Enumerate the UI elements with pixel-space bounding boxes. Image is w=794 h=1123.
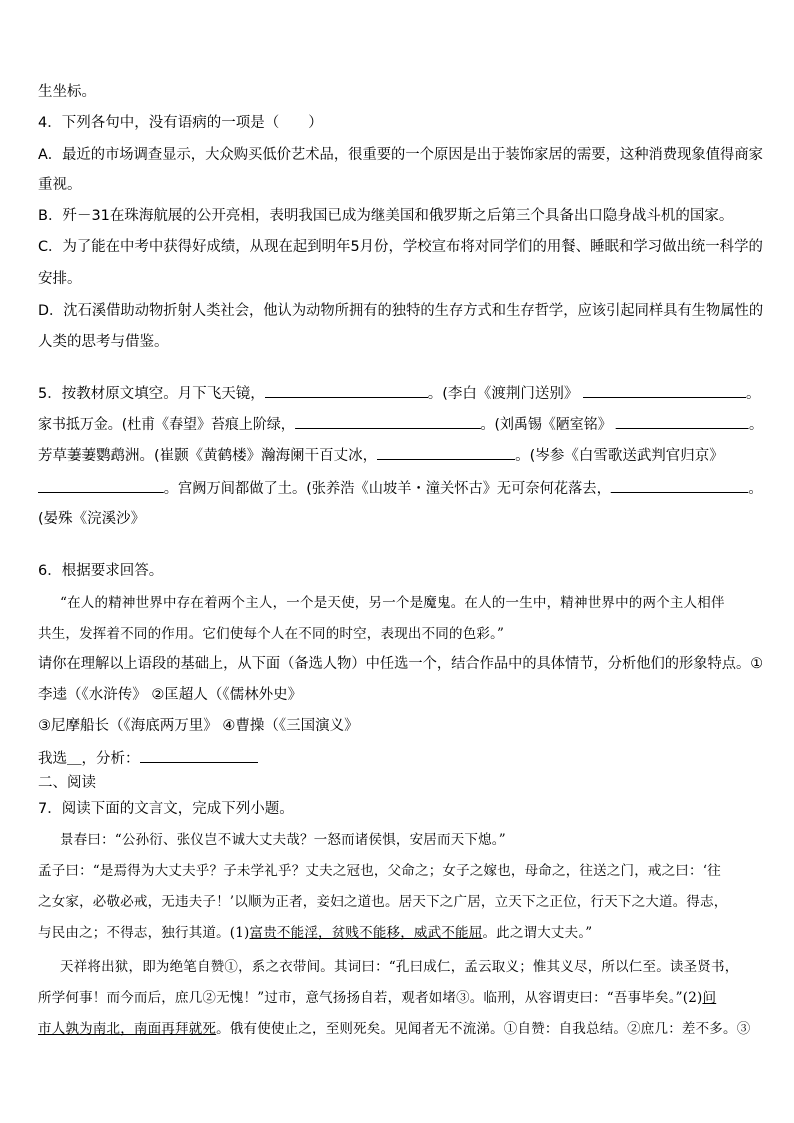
q5-line-3 — [38, 445, 763, 466]
q5-text: 。 — [748, 417, 763, 433]
answer-blank[interactable] — [140, 748, 258, 763]
q7-passage-3: 天祥将出狱，即为绝笔自赞①，系之衣带间。其词曰：“孔曰成仁，孟云取义；惟其义尽，所以仁至。读圣贤书， — [60, 959, 739, 975]
q5-line-2 — [38, 414, 763, 435]
q6-ask: 请你在理解以上语段的基础上，从下面（备选人物）中任选一个，结合作品中的具体情节，分析他们的形象特点。① — [38, 656, 764, 672]
q5-text: 。宫阙万间都做了土。(张养浩《山坡羊・潼关怀古》无可奈何花落去， — [163, 481, 611, 497]
fill-blank[interactable] — [377, 445, 515, 460]
fill-blank[interactable] — [265, 383, 428, 398]
q7-passage-2-end — [38, 923, 763, 943]
underlined-sentence-1: 富贵不能淫，贫贱不能移，威武不能屈 — [249, 925, 483, 941]
q4-option-d: D．沈石溪借助动物折射人类社会，他认为动物所拥有的独特的生存方式和生存哲学，应该引起同样具有生物属性的 — [38, 303, 764, 319]
q5-text: 芳草萋萋鹦鹉洲。(崔颢《黄鹤楼》瀚海阑干百丈冰， — [38, 448, 378, 464]
q6-answer-line — [38, 748, 763, 769]
q7-stem: 7．阅读下面的文言文，完成下列小题。 — [38, 801, 294, 817]
q7-text: 。俄有使使止之，至则死矣。见闻者无不流涕。①自赞：自我总结。②庶几：差不多。③ — [216, 1021, 751, 1037]
q7-passage-1: 景春曰：“公孙衍、张仪岂不诚大丈夫哉？一怒而诸侯惧，安居而天下熄。” — [60, 832, 506, 848]
q7-text: 与民由之；不得志，独行其道。(1) — [38, 925, 250, 941]
q5-line-4 — [38, 478, 763, 499]
q5-text: 。 — [746, 386, 761, 402]
q6-options: ③尼摩船长（《海底两万里》 ④曹操（《三国演义》 — [38, 718, 359, 734]
q4-option-d-cont: 人类的思考与借鉴。 — [38, 334, 169, 350]
q7-passage-2-cont: 之女家，必敬必戒，无违夫子！’以顺为正者，妾妇之道也。居天下之广居，立天下之正位，行天下之大道。得志， — [38, 894, 728, 910]
q4-option-b: B．歼－31在珠海航展的公开亮相，表明我国已成为继美国和俄罗斯之后第三个具备出口隐身战斗机的国家。 — [38, 208, 734, 224]
q6-quote: “在人的精神世界中存在着两个主人，一个是天使，另一个是魔鬼。在人的一生中，精神世界中的两个主人相伴 — [60, 595, 725, 611]
q6-answer-label: 我选＿，分析： — [38, 751, 140, 767]
underlined-sentence-2-start: 问 — [702, 990, 717, 1006]
fill-blank[interactable] — [38, 478, 164, 493]
q4-option-a: A．最近的市场调查显示，大众购买低价艺术品，很重要的一个原因是出于装饰家居的需要，这种消费现象值得商家 — [38, 147, 763, 163]
q7-passage-3-end — [38, 1019, 763, 1039]
q3-tail: 生坐标。 — [38, 84, 96, 100]
q5-text: 。 — [748, 481, 763, 497]
q5-text: 5．按教材原文填空。月下飞天镜， — [38, 386, 265, 402]
section-heading: 二、阅读 — [38, 775, 96, 791]
q7-passage-3-cont — [38, 988, 763, 1008]
q5-line-5: (晏殊《浣溪沙》 — [38, 511, 146, 527]
q5-text: 。(李白《渡荆门送别》 — [427, 386, 579, 402]
q6-ask-cont: 李逵（《水浒传》 ②匡超人（《儒林外史》 — [38, 687, 303, 703]
q4-stem: 4．下列各句中，没有语病的一项是（ ） — [38, 115, 323, 131]
q5-text: 家书抵万金。(杜甫《春望》苔痕上阶绿， — [38, 417, 295, 433]
q6-stem: 6．根据要求回答。 — [38, 563, 164, 579]
q6-quote-cont: 共生，发挥着不同的作用。它们使每个人在不同的时空，表现出不同的色彩。” — [38, 626, 505, 642]
q5-line-1 — [38, 383, 763, 404]
fill-blank[interactable] — [616, 414, 749, 429]
q7-passage-2: 孟子曰：“是焉得为大丈夫乎？子未学礼乎？丈夫之冠也，父命之；女子之嫁也，母命之，往送之门，戒之曰：‘往 — [38, 863, 721, 879]
underlined-sentence-2: 市人孰为南北，南面再拜就死 — [38, 1021, 217, 1037]
q5-text: 。(岑参《白雪歌送武判官归京》 — [515, 448, 724, 464]
q4-option-c: C．为了能在中考中获得好成绩，从现在起到明年5月份，学校宣布将对同学们的用餐、睡眠和学习做出统一科学的 — [38, 239, 763, 255]
q5-text: 。(刘禹锡《陋室铭》 — [480, 417, 612, 433]
fill-blank[interactable] — [295, 414, 481, 429]
fill-blank[interactable] — [583, 383, 746, 398]
q7-text: 所学何事！而今而后，庶几②无愧！”过市，意气扬扬自若，观者如堵③。临刑，从容谓吏曰：“吾事毕矣。”(2) — [38, 990, 703, 1006]
fill-blank[interactable] — [611, 478, 749, 493]
q4-option-a-cont: 重视。 — [38, 177, 82, 193]
q7-text: 。此之谓大丈夫。” — [482, 925, 593, 941]
q4-option-c-cont: 安排。 — [38, 271, 82, 287]
